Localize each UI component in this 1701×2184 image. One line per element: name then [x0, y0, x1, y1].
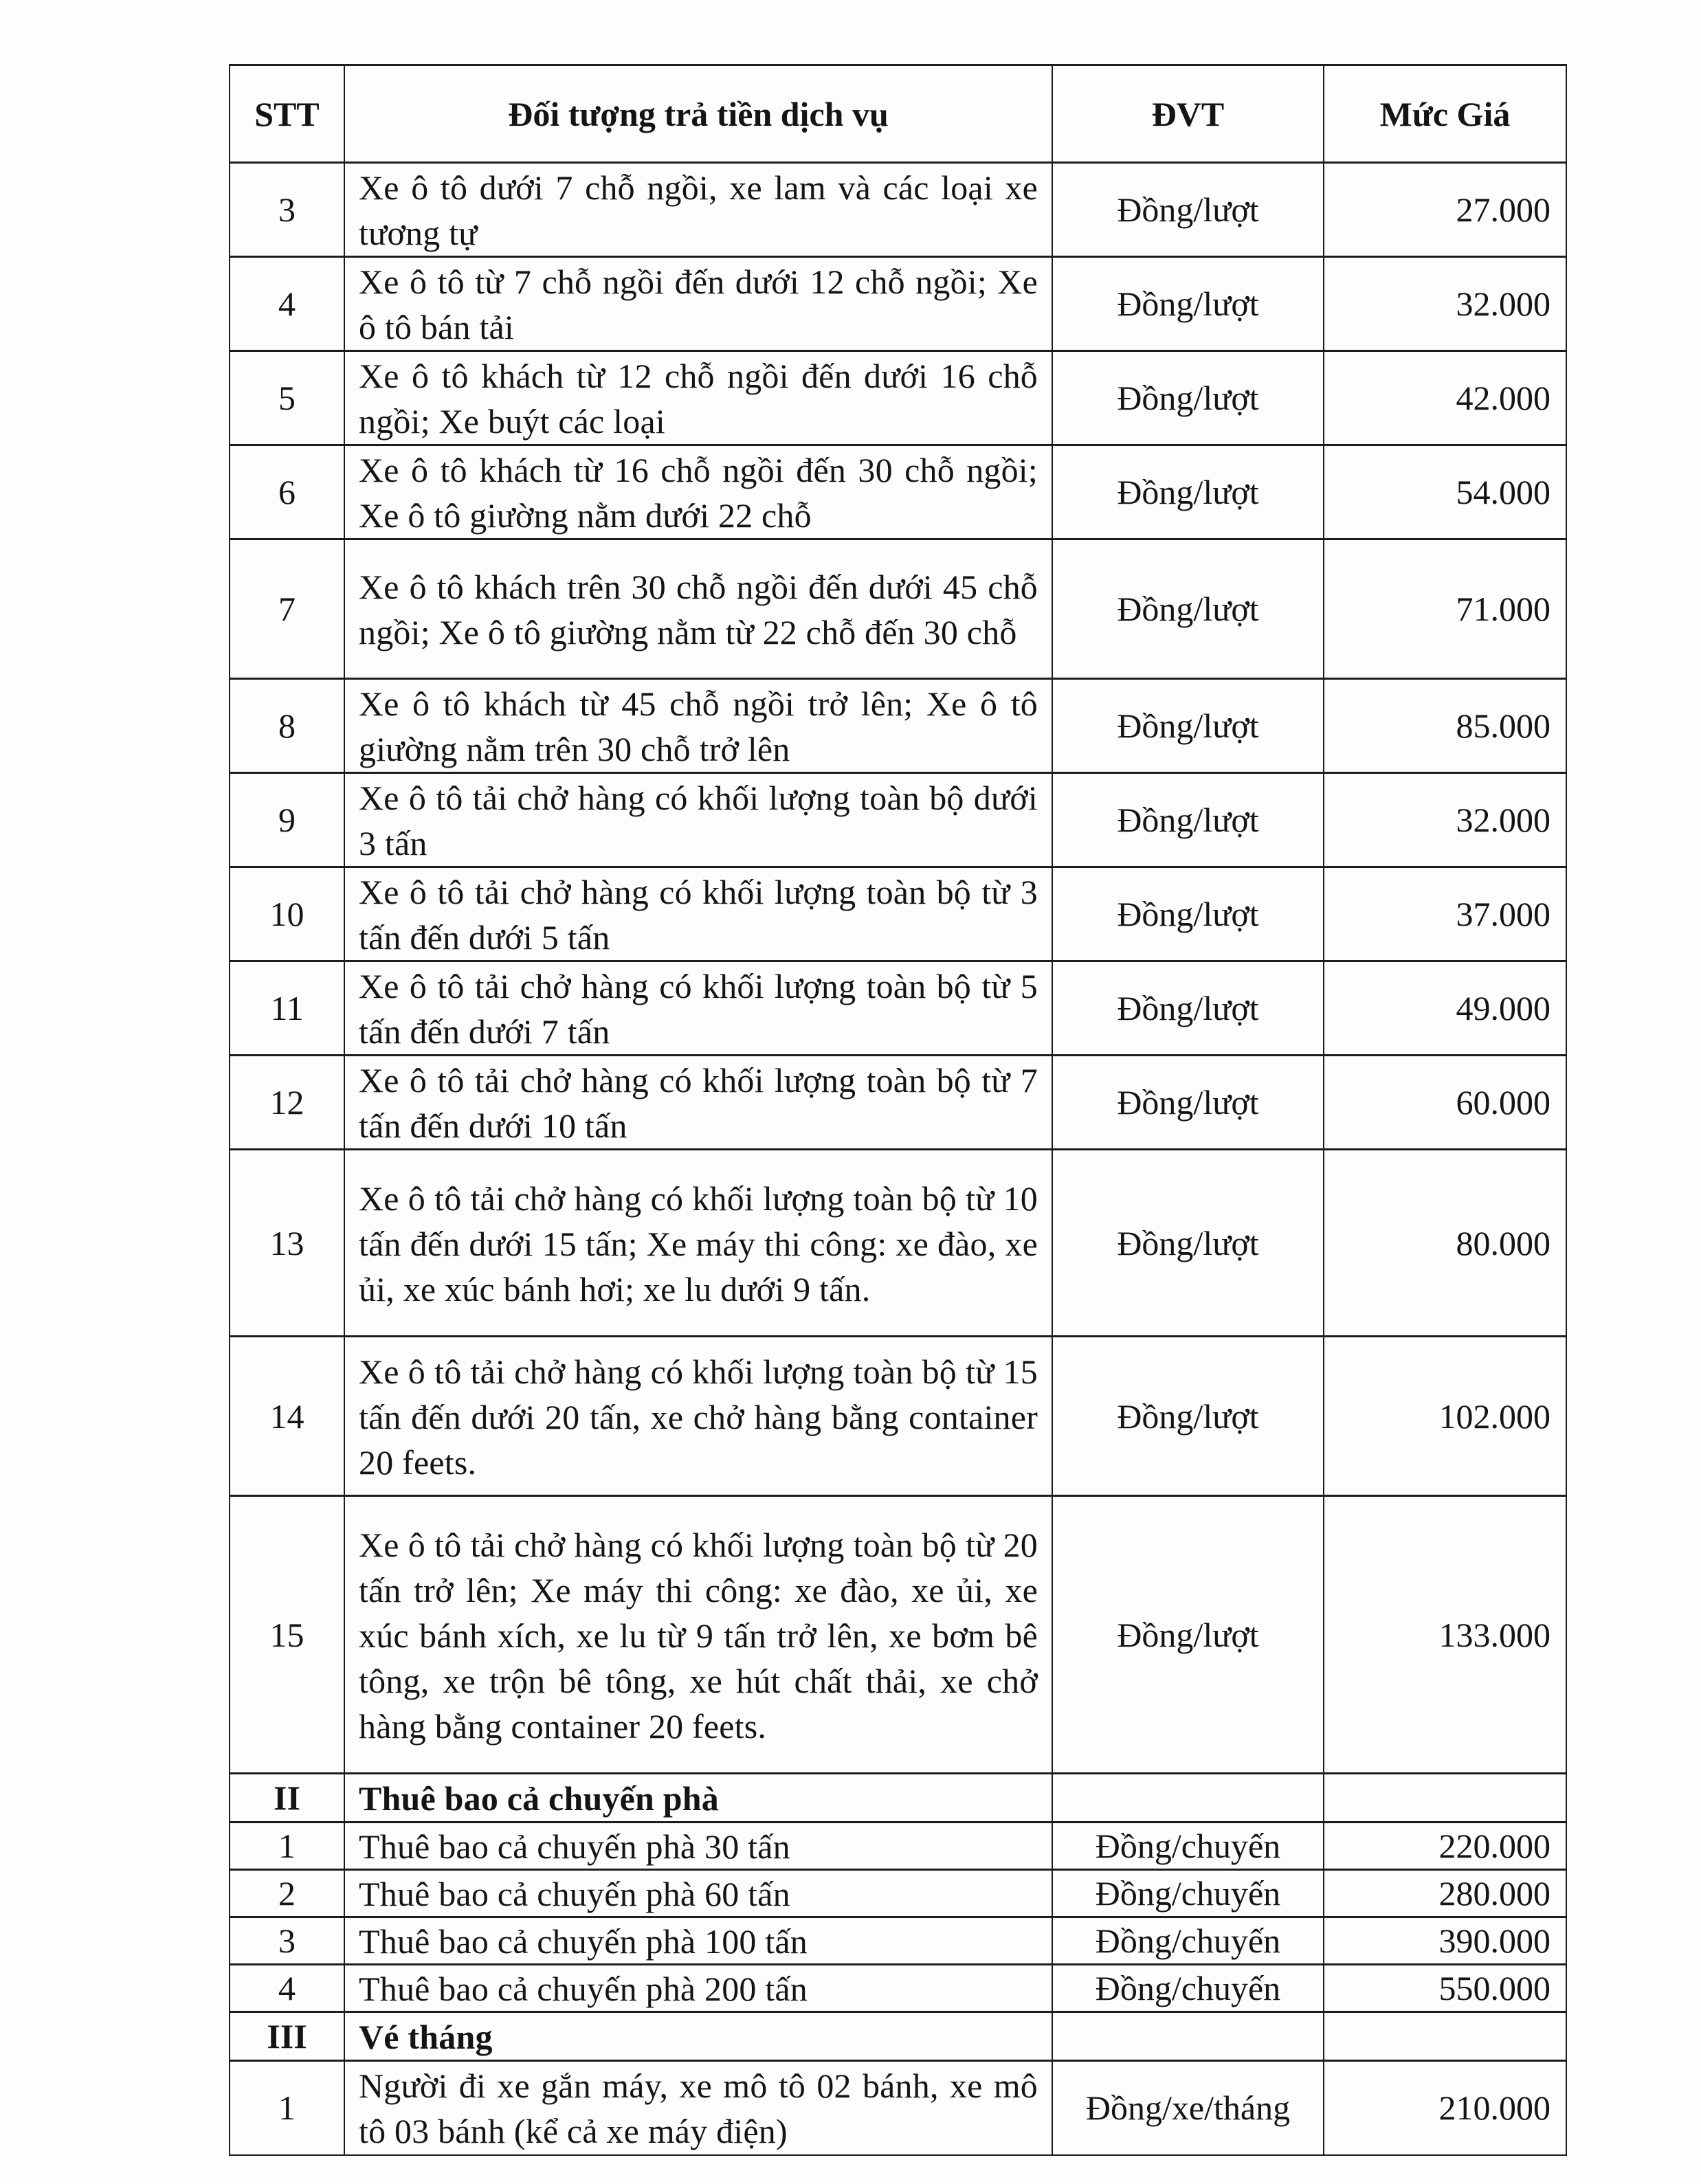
row-unit: Đồng/lượt: [1052, 679, 1324, 773]
table-row: [230, 1870, 1566, 1917]
row-stt: 14: [230, 1337, 344, 1496]
row-description: Xe ô tô từ 7 chỗ ngồi đến dưới 12 chỗ ngồi; Xe ô tô bán tải: [344, 257, 1052, 351]
table-row: [230, 867, 1566, 961]
row-description: Thuê bao cả chuyến phà 100 tấn: [344, 1917, 1052, 1965]
row-description: Thuê bao cả chuyến phà 200 tấn: [344, 1965, 1052, 2012]
header-unit: ĐVT: [1052, 65, 1324, 163]
row-description: Thuê bao cả chuyến phà 60 tấn: [344, 1870, 1052, 1917]
table-header-row: [230, 65, 1566, 163]
row-price: [1324, 2012, 1566, 2061]
row-unit: Đồng/chuyến: [1052, 1917, 1324, 1965]
row-unit: Đồng/lượt: [1052, 867, 1324, 961]
row-stt: 11: [230, 961, 344, 1056]
row-description: Xe ô tô khách trên 30 chỗ ngồi đến dưới 45 chỗ ngồi; Xe ô tô giường nằm từ 22 chỗ đến 30 chỗ: [344, 539, 1052, 679]
row-stt: 9: [230, 773, 344, 867]
row-stt: 13: [230, 1150, 344, 1337]
price-table: [229, 64, 1567, 2156]
row-price: 220.000: [1324, 1823, 1566, 1870]
row-unit: Đồng/lượt: [1052, 445, 1324, 539]
row-description: Xe ô tô tải chở hàng có khối lượng toàn bộ từ 20 tấn trở lên; Xe máy thi công: xe đào, xe ủi, xe xúc bánh xích, xe lu từ 9 tấn trở lên, xe bơm bê tông, xe trộn bê tông, xe hút chất thải, xe chở hàng bằng container 20 feets.: [344, 1496, 1052, 1774]
row-stt: 8: [230, 679, 344, 773]
row-unit: Đồng/chuyến: [1052, 1965, 1324, 2012]
table-row: [230, 539, 1566, 679]
row-stt: 12: [230, 1056, 344, 1150]
row-price: 210.000: [1324, 2061, 1566, 2155]
row-stt: 7: [230, 539, 344, 679]
section-row: [230, 1774, 1566, 1823]
row-stt: 4: [230, 257, 344, 351]
table-row: [230, 1823, 1566, 1870]
row-unit: Đồng/lượt: [1052, 1056, 1324, 1150]
table-row: [230, 2061, 1566, 2155]
table-row: [230, 1917, 1566, 1965]
header-price: Mức Giá: [1324, 65, 1566, 163]
row-price: 27.000: [1324, 163, 1566, 257]
row-stt: 1: [230, 1823, 344, 1870]
row-description: Thuê bao cả chuyến phà 30 tấn: [344, 1823, 1052, 1870]
row-price: 390.000: [1324, 1917, 1566, 1965]
row-description: Thuê bao cả chuyến phà: [344, 1774, 1052, 1823]
table-row: [230, 1337, 1566, 1496]
table-row: [230, 679, 1566, 773]
row-price: 49.000: [1324, 961, 1566, 1056]
row-description: Xe ô tô khách từ 16 chỗ ngồi đến 30 chỗ ngồi; Xe ô tô giường nằm dưới 22 chỗ: [344, 445, 1052, 539]
row-price: 32.000: [1324, 773, 1566, 867]
row-price: [1324, 1774, 1566, 1823]
table-row: [230, 1056, 1566, 1150]
row-description: Xe ô tô dưới 7 chỗ ngồi, xe lam và các loại xe tương tự: [344, 163, 1052, 257]
row-price: 42.000: [1324, 351, 1566, 445]
row-stt: 3: [230, 163, 344, 257]
row-price: 37.000: [1324, 867, 1566, 961]
row-unit: Đồng/lượt: [1052, 773, 1324, 867]
row-price: 85.000: [1324, 679, 1566, 773]
row-description: Xe ô tô tải chở hàng có khối lượng toàn bộ từ 3 tấn đến dưới 5 tấn: [344, 867, 1052, 961]
row-price: 550.000: [1324, 1965, 1566, 2012]
header-stt: STT: [230, 65, 344, 163]
row-description: Người đi xe gắn máy, xe mô tô 02 bánh, xe mô tô 03 bánh (kể cả xe máy điện): [344, 2061, 1052, 2155]
table-row: [230, 257, 1566, 351]
row-unit: Đồng/lượt: [1052, 351, 1324, 445]
row-unit: Đồng/lượt: [1052, 1496, 1324, 1774]
row-description: Xe ô tô khách từ 12 chỗ ngồi đến dưới 16 chỗ ngồi; Xe buýt các loại: [344, 351, 1052, 445]
row-stt: 3: [230, 1917, 344, 1965]
row-price: 133.000: [1324, 1496, 1566, 1774]
row-price: 54.000: [1324, 445, 1566, 539]
row-price: 32.000: [1324, 257, 1566, 351]
row-description: Xe ô tô tải chở hàng có khối lượng toàn bộ dưới 3 tấn: [344, 773, 1052, 867]
row-unit: Đồng/lượt: [1052, 163, 1324, 257]
row-stt: 15: [230, 1496, 344, 1774]
row-unit: Đồng/lượt: [1052, 1150, 1324, 1337]
table-row: [230, 1150, 1566, 1337]
table-row: [230, 961, 1566, 1056]
row-description: Xe ô tô tải chở hàng có khối lượng toàn bộ từ 5 tấn đến dưới 7 tấn: [344, 961, 1052, 1056]
row-stt: 4: [230, 1965, 344, 2012]
row-description: Vé tháng: [344, 2012, 1052, 2061]
row-unit: Đồng/chuyến: [1052, 1870, 1324, 1917]
row-unit: Đồng/chuyến: [1052, 1823, 1324, 1870]
row-description: Xe ô tô khách từ 45 chỗ ngồi trở lên; Xe ô tô giường nằm trên 30 chỗ trở lên: [344, 679, 1052, 773]
row-unit: Đồng/lượt: [1052, 961, 1324, 1056]
table-row: [230, 1496, 1566, 1774]
row-price: 71.000: [1324, 539, 1566, 679]
row-unit: Đồng/lượt: [1052, 1337, 1324, 1496]
row-description: Xe ô tô tải chở hàng có khối lượng toàn bộ từ 10 tấn đến dưới 15 tấn; Xe máy thi công: xe đào, xe ủi, xe xúc bánh hơi; xe lu dưới 9 tấn.: [344, 1150, 1052, 1337]
row-price: 102.000: [1324, 1337, 1566, 1496]
row-stt: 5: [230, 351, 344, 445]
row-unit: [1052, 2012, 1324, 2061]
row-stt: III: [230, 2012, 344, 2061]
table-row: [230, 351, 1566, 445]
row-unit: Đồng/xe/tháng: [1052, 2061, 1324, 2155]
row-unit: Đồng/lượt: [1052, 257, 1324, 351]
table-row: [230, 445, 1566, 539]
row-stt: II: [230, 1774, 344, 1823]
row-description: Xe ô tô tải chở hàng có khối lượng toàn bộ từ 15 tấn đến dưới 20 tấn, xe chở hàng bằng container 20 feets.: [344, 1337, 1052, 1496]
row-stt: 6: [230, 445, 344, 539]
header-description: Đối tượng trả tiền dịch vụ: [344, 65, 1052, 163]
table-row: [230, 773, 1566, 867]
row-price: 80.000: [1324, 1150, 1566, 1337]
row-description: Xe ô tô tải chở hàng có khối lượng toàn bộ từ 7 tấn đến dưới 10 tấn: [344, 1056, 1052, 1150]
section-row: [230, 2012, 1566, 2061]
row-stt: 2: [230, 1870, 344, 1917]
row-unit: [1052, 1774, 1324, 1823]
row-price: 280.000: [1324, 1870, 1566, 1917]
row-unit: Đồng/lượt: [1052, 539, 1324, 679]
table-row: [230, 163, 1566, 257]
row-stt: 1: [230, 2061, 344, 2155]
table-row: [230, 1965, 1566, 2012]
row-stt: 10: [230, 867, 344, 961]
row-price: 60.000: [1324, 1056, 1566, 1150]
